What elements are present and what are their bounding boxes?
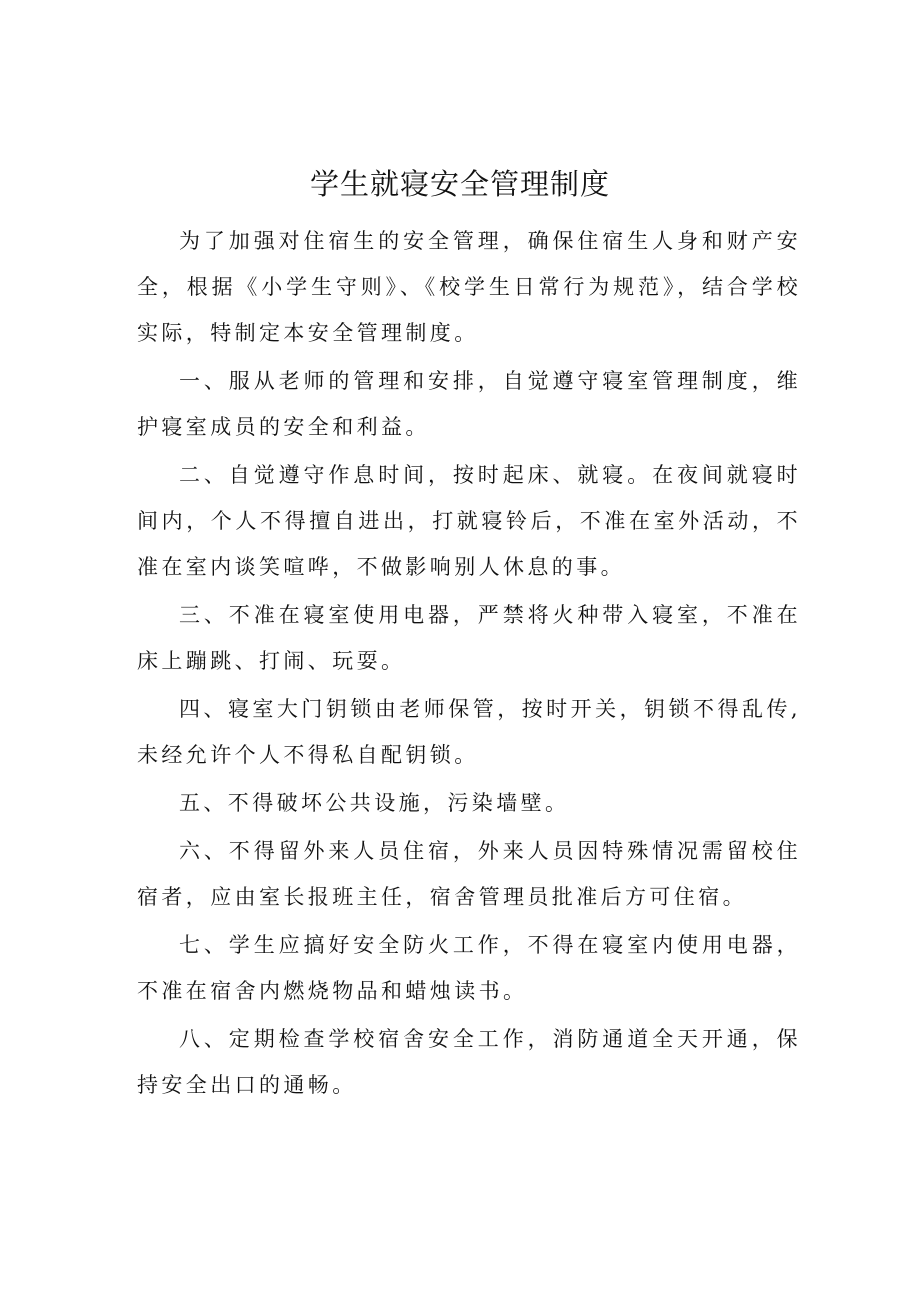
rule-8-paragraph: 八、定期检查学校宿舍安全工作，消防通道全天开通，保持安全出口的通畅。 [137,1027,801,1097]
document-body [137,218,801,1108]
rule-2-paragraph: 二、自觉遵守作息时间，按时起床、就寝。在夜间就寝时间内，个人不得擅自进出，打就寝铃后，不准在室外活动，不准在室内谈笑喧哗，不做影响别人休息的事。 [137,463,801,579]
document-title: 学生就寝安全管理制度 [309,167,610,201]
rule-7-paragraph: 七、学生应搞好安全防火工作，不得在寝室内使用电器，不准在宿舍内燃烧物品和蜡烛读书。 [137,933,801,1003]
rule-1-paragraph: 一、服从老师的管理和安排，自觉遵守寝室管理制度，维护寝室成员的安全和利益。 [137,369,801,439]
rule-6-paragraph: 六、不得留外来人员住宿，外来人员因特殊情况需留校住宿者，应由室长报班主任，宿舍管理员批准后方可住宿。 [137,839,801,909]
rule-4-paragraph: 四、寝室大门钥锁由老师保管，按时开关，钥锁不得乱传,未经允许个人不得私自配钥锁。 [137,697,801,767]
rule-3-paragraph: 三、不准在寝室使用电器，严禁将火种带入寝室，不准在床上蹦跳、打闹、玩耍。 [137,603,801,673]
intro-paragraph: 为了加强对住宿生的安全管理，确保住宿生人身和财产安全，根据《小学生守则》、《校学生日常行为规范》，结合学校实际，特制定本安全管理制度。 [137,229,801,345]
rule-5-paragraph: 五、不得破坏公共设施，污染墙壁。 [179,791,570,815]
